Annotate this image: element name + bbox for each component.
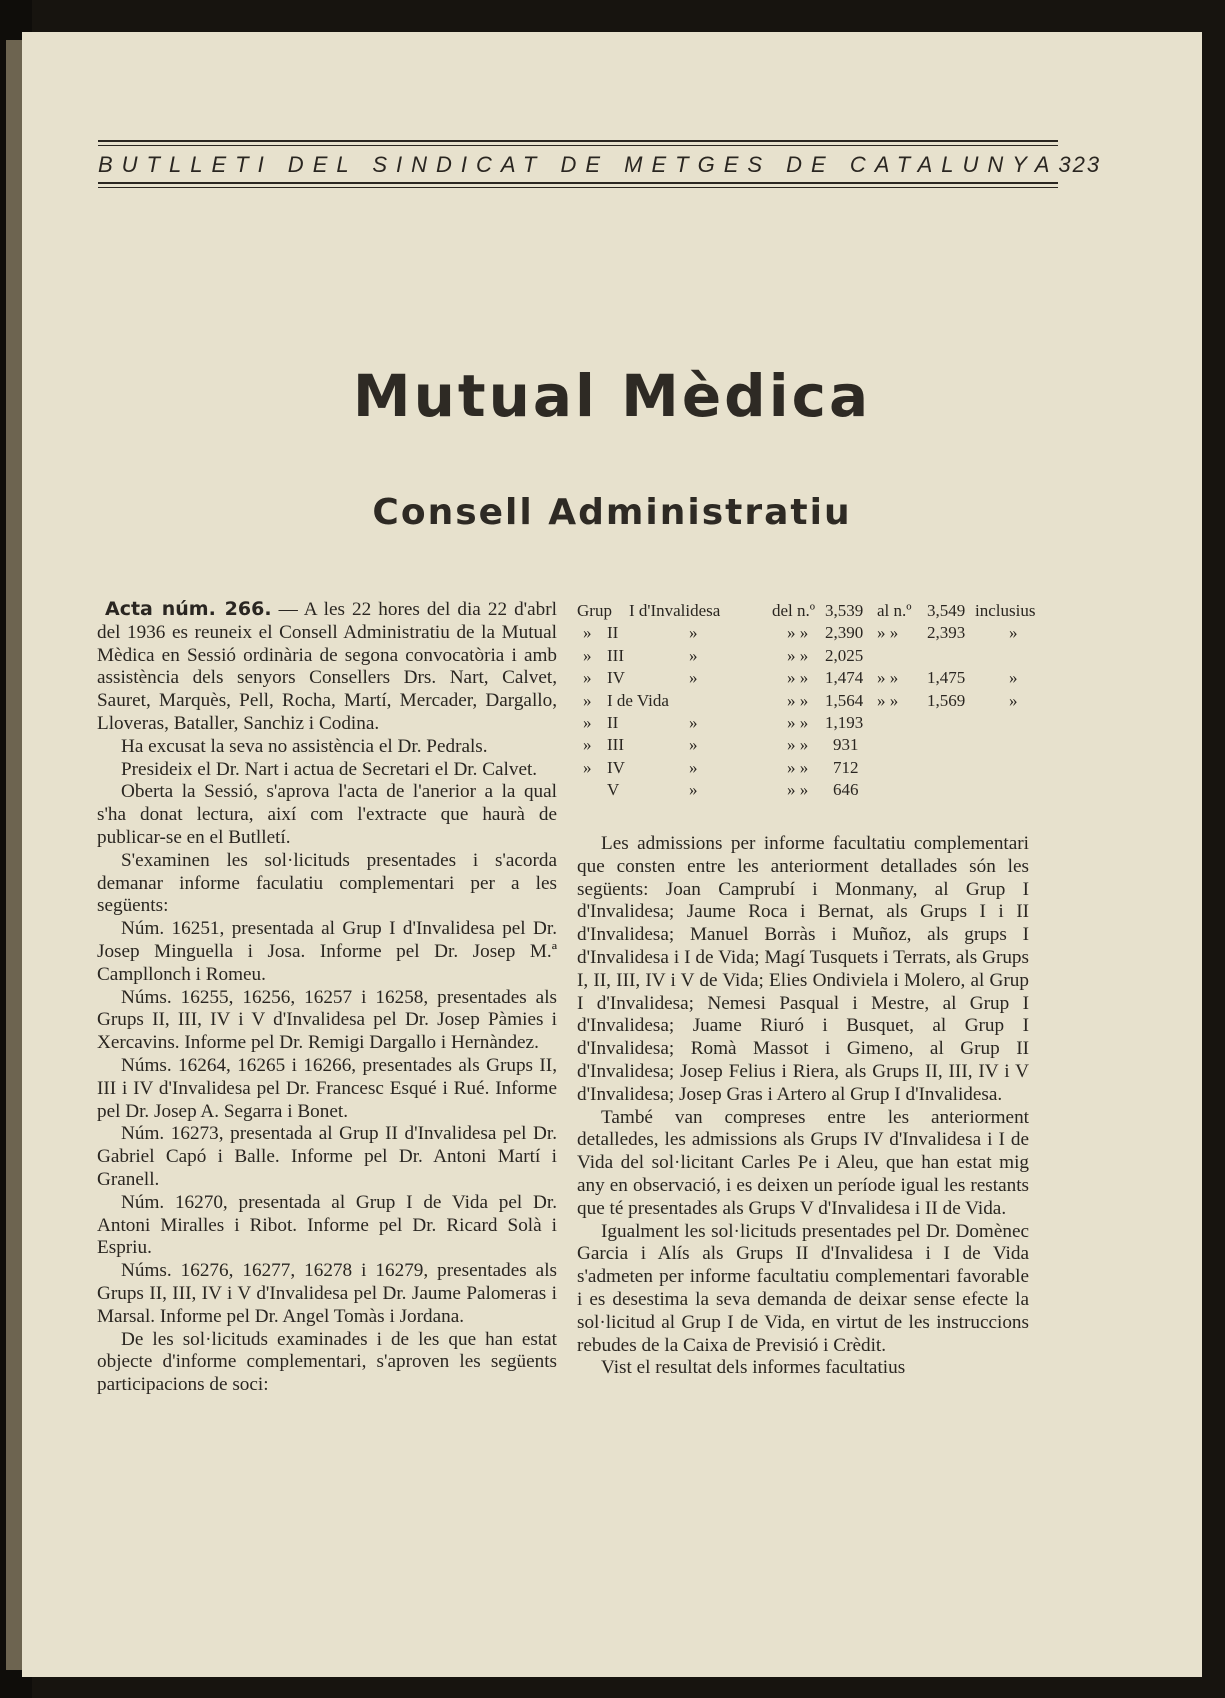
paragraph: Núm. 16251, presentada al Grup I d'Invalidesa pel Dr. Josep Minguella i Josa. Informe pel Dr. Josep M.ª Campllonch i Romeu. bbox=[97, 918, 557, 985]
document-page bbox=[22, 32, 1202, 1677]
group-number: IV bbox=[607, 668, 625, 688]
paragraph: De les sol·licituds examinades i de les que han estat objecte d'informe complementari, s'aproven les següents participacions de soci: bbox=[97, 1328, 557, 1396]
to-label: al n.º bbox=[877, 601, 912, 620]
ditto-mark: » » bbox=[787, 757, 809, 777]
ditto-mark: » bbox=[689, 735, 698, 755]
paragraph: Vist el resultat dels informes facultatius bbox=[601, 1357, 906, 1379]
to-value: 1,569 bbox=[927, 690, 966, 710]
ditto-mark: » bbox=[689, 668, 698, 688]
suffix: inclusius bbox=[975, 601, 1036, 620]
paragraph: Núms. 16264, 16265 i 16266, presentades als Grups II, III i IV d'Invalidesa pel Dr. Francesc Esqué i Rué. Informe pel Dr. Josep A. Segarra i Bonet. bbox=[97, 1054, 557, 1122]
group-number: II bbox=[607, 712, 619, 732]
from-value: 1,193 bbox=[825, 712, 864, 732]
ditto-mark: » » bbox=[787, 668, 809, 688]
table-row bbox=[577, 622, 1047, 644]
ditto-mark: » bbox=[1009, 668, 1018, 688]
paragraph: Oberta la Sessió, s'aprova l'acta de l'anerior a la qual s'ha donat lectura, així com l'extracte que haurà de publicar-se en el Butlletí. bbox=[97, 781, 557, 848]
from-value: 2,390 bbox=[825, 623, 864, 643]
paragraph: Igualment les sol·licituds presentades pel Dr. Domènec Garcia i Alís als Grups II d'Invalidesa i I de Vida s'admeten per informe facultatiu complementari favorable i es desestima la seva demanda de deixar sense efecte la sol·licitud al Grup I de Vida, en virtut de les instruccions rebudes de la Caixa de Previsió i Crèdit. bbox=[577, 1220, 1029, 1356]
to-value: 2,393 bbox=[927, 623, 966, 643]
paragraph: També van compreses entre les anteriorment detalledes, les admissions als Grups IV d'Invalidesa i I de Vida del sol·licitant Carles Pe i Aleu, que han estat mig any en observació, i es deixen un període igual les restants que té presentades als Grups V d'Invalidesa i II de Vida. bbox=[577, 1106, 1029, 1219]
header-bottom-rule bbox=[98, 182, 1058, 184]
group-label: Grup bbox=[577, 601, 612, 620]
paragraph: Núm. 16273, presentada al Grup II d'Invalidesa pel Dr. Gabriel Capó i Balle. Informe pel Dr. Antoni Martí i Granell. bbox=[97, 1123, 557, 1190]
ditto-mark: » bbox=[583, 623, 592, 643]
from-value: 2,025 bbox=[825, 645, 864, 665]
from-value: 646 bbox=[833, 780, 859, 800]
article-title: Mutual Mèdica bbox=[352, 362, 872, 430]
participations-table bbox=[577, 600, 1047, 802]
ditto-mark: » » bbox=[787, 712, 809, 732]
header-top-rule bbox=[98, 140, 1058, 142]
ditto-mark: » bbox=[689, 780, 698, 800]
ditto-mark: » » bbox=[877, 690, 899, 710]
table-row bbox=[577, 667, 1047, 689]
group-number: I de Vida bbox=[607, 690, 669, 710]
table-row bbox=[577, 779, 1047, 801]
paragraph: Presideix el Dr. Nart i actua de Secretari el Dr. Calvet. bbox=[121, 758, 538, 780]
paragraph: Acta núm. 266. — A les 22 hores del dia 22 d'abrl del 1936 es reuneix el Consell Administratiu de la Mutual Mèdica en Sessió ordinària de segona convocatòria i amb assistència dels senyors Consellers Drs. Nart, Calvet, Sauret, Marquès, Pell, Rocha, Martí, Mercader, Dargallo, Lloveras, Bataller, Sanchiz i Codina. bbox=[97, 598, 557, 734]
table-row bbox=[577, 600, 1047, 622]
header-bottom-rule-thin bbox=[98, 187, 1058, 188]
paragraph: Núms. 16255, 16256, 16257 i 16258, presentades als Grups II, III, IV i V d'Invalidesa pel Dr. Josep Pàmies i Xercavins. Informe pel Dr. Remigi Dargallo i Hernàndez. bbox=[97, 986, 557, 1054]
page-number: 323 bbox=[1058, 152, 1102, 177]
group-number: IV bbox=[607, 757, 625, 777]
table-row bbox=[577, 645, 1047, 667]
group-number: II bbox=[607, 623, 619, 643]
ditto-mark: » » bbox=[787, 780, 809, 800]
ditto-mark: » bbox=[689, 623, 698, 643]
ditto-mark: » bbox=[583, 735, 592, 755]
left-column bbox=[97, 598, 557, 1397]
table-row bbox=[577, 734, 1047, 756]
ditto-mark: » bbox=[689, 645, 698, 665]
from-value: 3,539 bbox=[825, 601, 864, 620]
paragraph: Núm. 16270, presentada al Grup I de Vida pel Dr. Antoni Miralles i Ribot. Informe pel Dr. Ricard Solà i Espriu. bbox=[97, 1191, 557, 1259]
from-value: 712 bbox=[833, 757, 859, 777]
ditto-mark: » bbox=[1009, 623, 1018, 643]
from-label: del n.º bbox=[772, 601, 816, 620]
ditto-mark: » bbox=[1009, 690, 1018, 710]
paragraph: Núms. 16276, 16277, 16278 i 16279, presentades als Grups II, III, IV i V d'Invalidesa pel Dr. Jaume Palomeras i Marsal. Informe pel Dr. Angel Tomàs i Jordana. bbox=[97, 1260, 557, 1327]
ditto-mark: » » bbox=[787, 735, 809, 755]
group-number: III bbox=[607, 645, 624, 665]
ditto-mark: » bbox=[583, 690, 592, 710]
ditto-mark: » » bbox=[787, 645, 809, 665]
table-row bbox=[577, 712, 1047, 734]
ditto-mark: » » bbox=[787, 623, 809, 643]
group-number: I d'Invalidesa bbox=[629, 601, 721, 620]
paragraph: Les admissions per informe facultatiu complementari que consten entre les anteriorment detallades són les següents: Joan Camprubí i Monmany, al Grup I d'Invalidesa; Jaume Roca i Bernat, als Grups I i II d'Invalidesa; Manuel Borràs i Muñoz, als grups I d'Invalidesa i I de Vida; Magí Tusquets i Terrats, als Grups I, II, III, IV i V de Vida; Elies Ondiviela i Molero, al Grup I d'Invalidesa; Nemesi Pasqual i Mestre, al Grup I d'Invalidesa; Juame Riuró i Busquet, al Grup I d'Invalidesa; Romà Massot i Gimeno, al Grup II d'Invalidesa; Josep Felius i Riera, als Grups II, III, IV i V d'Invalidesa; Josep Gras i Artero al Grup I d'Invalidesa. bbox=[577, 833, 1029, 1105]
table-row bbox=[577, 757, 1047, 779]
ditto-mark: » bbox=[583, 668, 592, 688]
paragraph: S'examinen les sol·licituds presentades i s'acorda demanar informe faculatiu complementari per a les següents: bbox=[97, 849, 557, 917]
ditto-mark: » » bbox=[787, 690, 809, 710]
group-number: V bbox=[607, 780, 620, 800]
from-value: 1,474 bbox=[825, 668, 864, 688]
page-header bbox=[98, 140, 1102, 188]
ditto-mark: » » bbox=[877, 668, 899, 688]
table-row bbox=[577, 690, 1047, 712]
acta-label: Acta núm. 266. bbox=[105, 598, 272, 620]
ditto-mark: » bbox=[583, 712, 592, 732]
ditto-mark: » bbox=[583, 645, 592, 665]
group-number: III bbox=[607, 735, 624, 755]
to-value: 1,475 bbox=[927, 668, 966, 688]
right-column bbox=[577, 833, 1029, 1380]
running-head bbox=[98, 146, 1102, 182]
ditto-mark: » » bbox=[877, 623, 899, 643]
ditto-mark: » bbox=[689, 757, 698, 777]
to-value: 3,549 bbox=[927, 601, 966, 620]
ditto-mark: » bbox=[689, 712, 698, 732]
from-value: 1,564 bbox=[825, 690, 864, 710]
from-value: 931 bbox=[833, 735, 859, 755]
ditto-mark: » bbox=[583, 757, 592, 777]
paragraph: Ha excusat la seva no assistència el Dr. Pedrals. bbox=[121, 735, 488, 757]
article-subtitle: Consell Administratiu bbox=[372, 492, 852, 533]
running-title: BUTLLETI DEL SINDICAT DE METGES DE CATALUNYA bbox=[98, 152, 1059, 177]
